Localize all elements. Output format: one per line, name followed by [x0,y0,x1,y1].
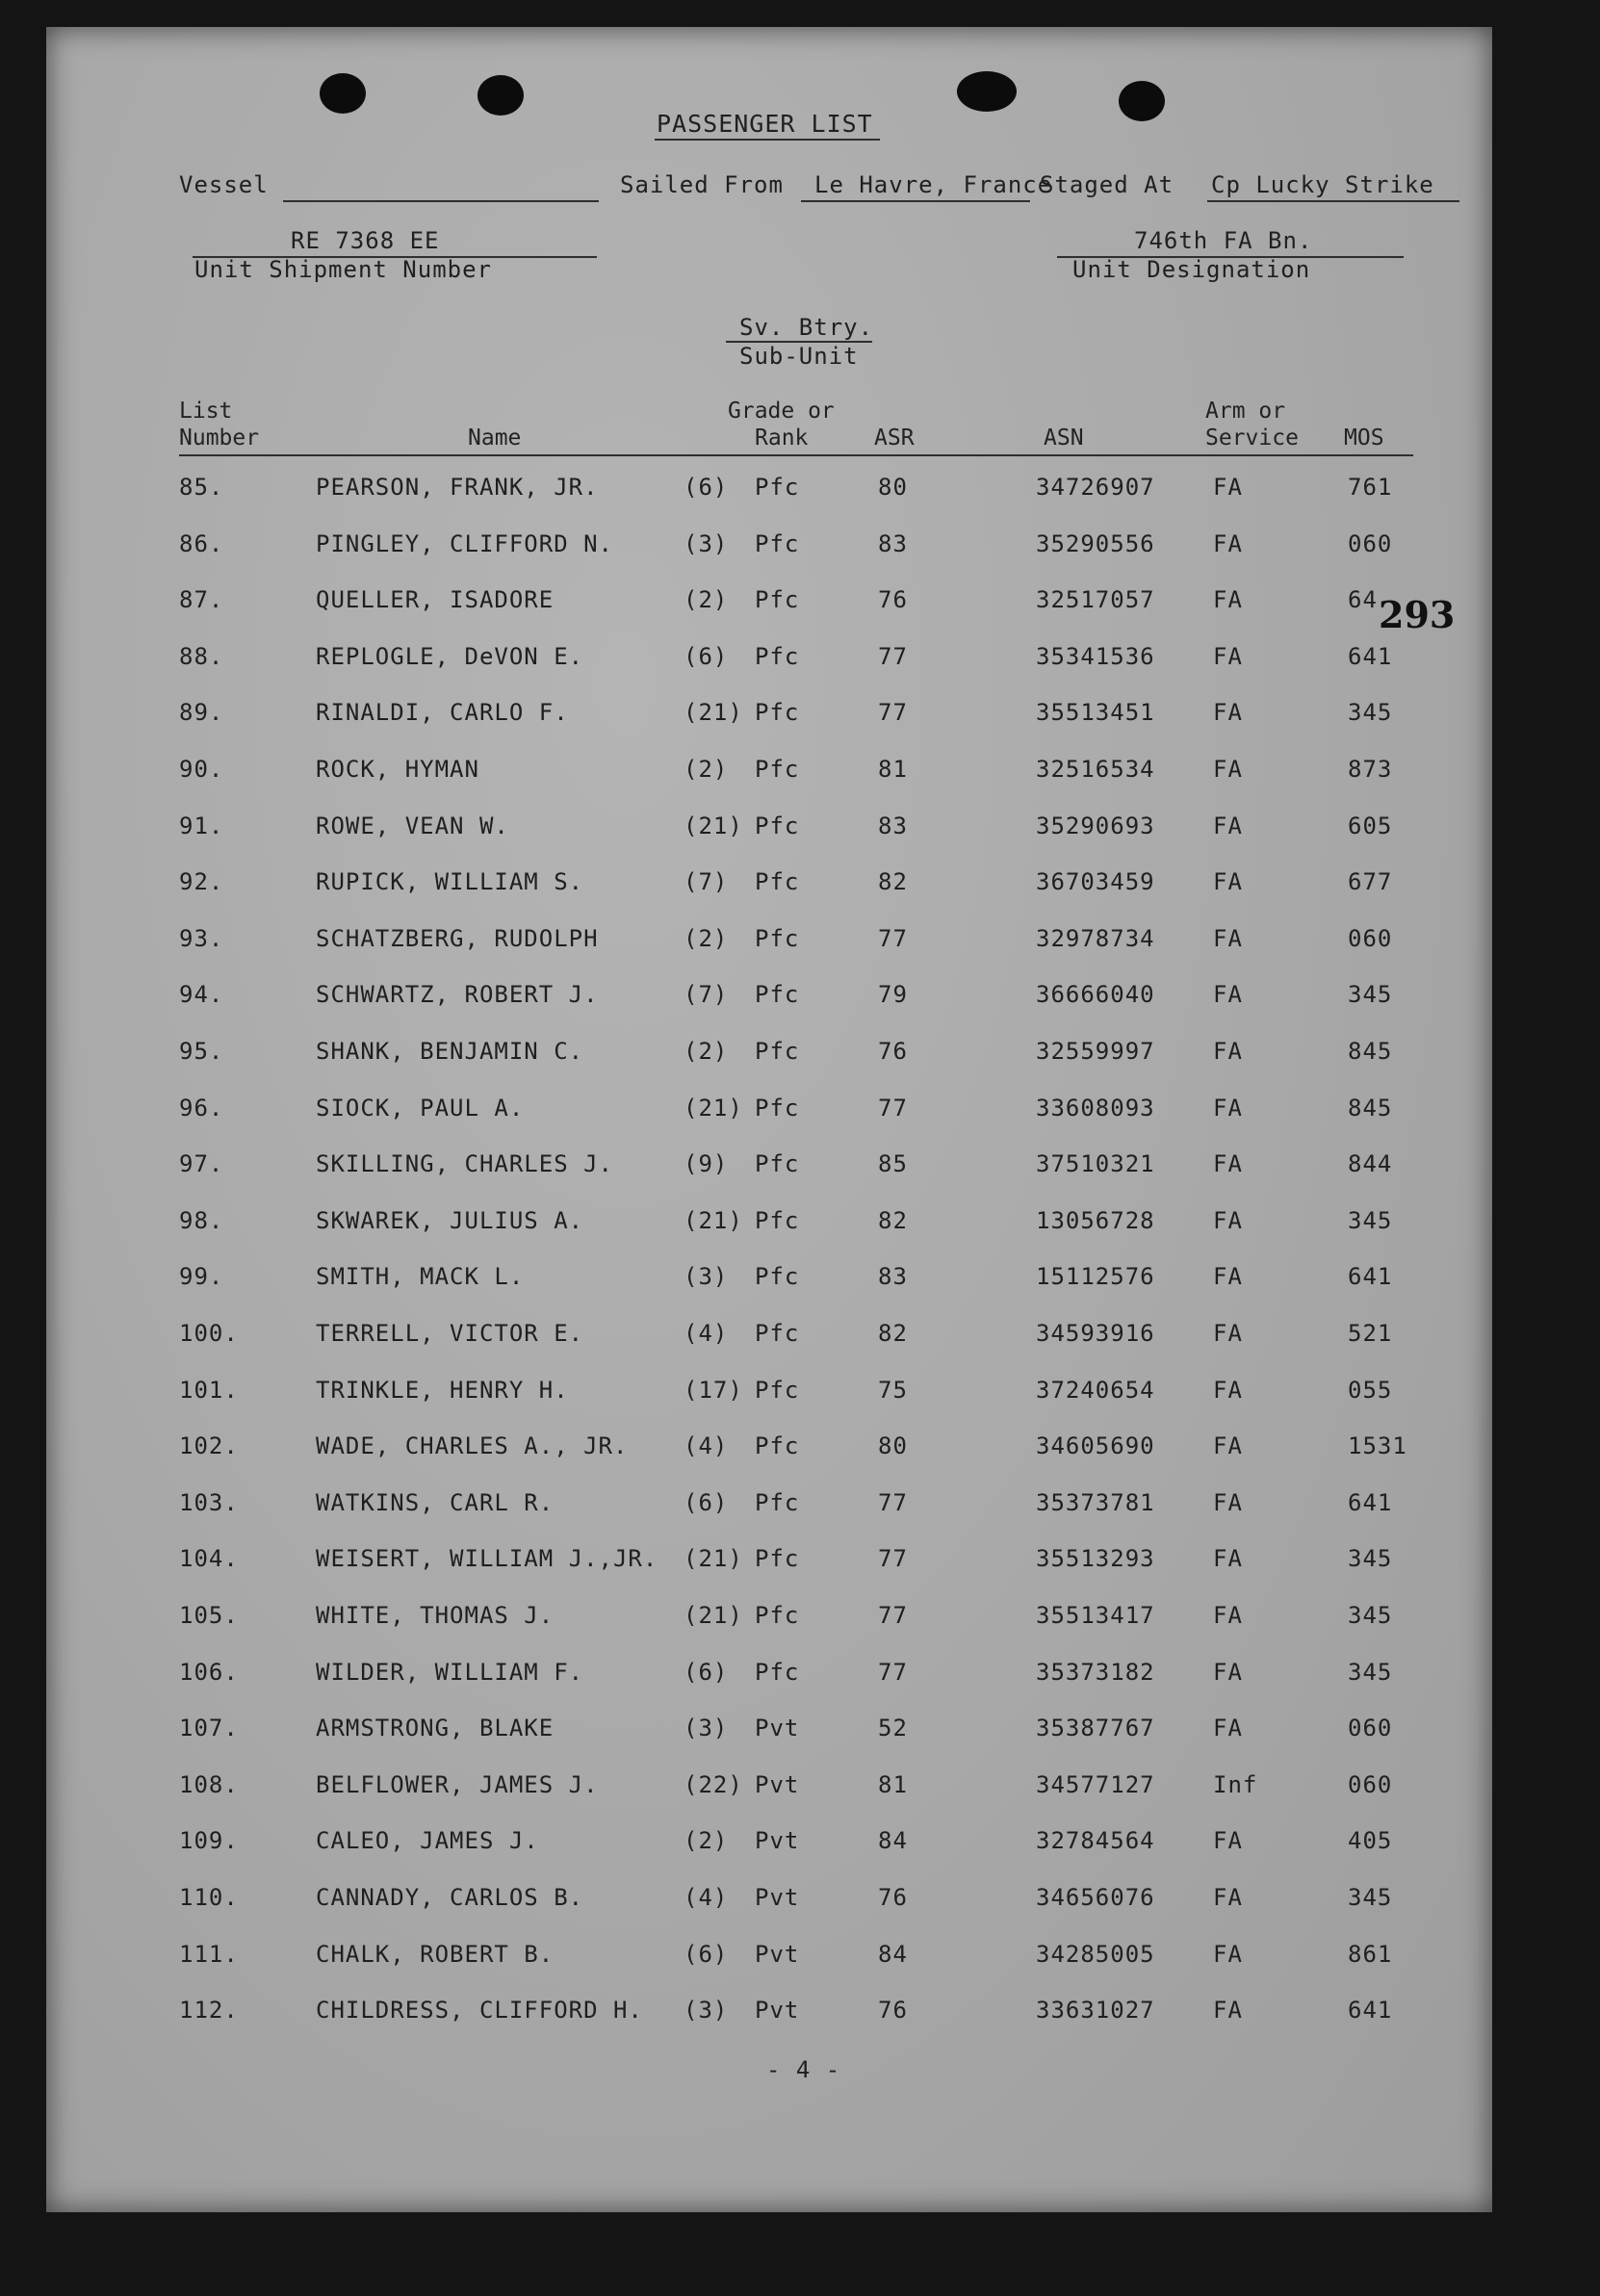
arm-service: FA [1213,1489,1243,1516]
staged-at-underline [1207,200,1459,202]
mos: 873 [1348,756,1393,783]
arm-service: FA [1213,1320,1243,1347]
asn: 35513451 [1036,699,1155,726]
vessel-label: Vessel [179,171,269,198]
asn: 35373182 [1036,1659,1155,1686]
sailed-from-underline [801,200,1030,202]
asr: 82 [878,1320,908,1347]
passenger-name: PINGLEY, CLIFFORD N. [316,530,613,557]
passenger-name: WADE, CHARLES A., JR. [316,1432,629,1459]
passenger-name: WATKINS, CARL R. [316,1489,555,1516]
asn: 34285005 [1036,1941,1155,1968]
col-grade: Grade or [728,399,835,424]
arm-service: FA [1213,925,1243,952]
mos: 641 [1348,1489,1393,1516]
asr: 82 [878,1207,908,1234]
passenger-name: WEISERT, WILLIAM J.,JR. [316,1545,658,1572]
asr: 52 [878,1715,908,1741]
mos: 761 [1348,474,1393,501]
passenger-name: WHITE, THOMAS J. [316,1602,555,1629]
unit-designation: 746th FA Bn. [1134,227,1313,254]
mos: 845 [1348,1095,1393,1122]
mos: 345 [1348,1884,1393,1911]
asr: 84 [878,1941,908,1968]
col-service: Service [1205,426,1299,451]
rank: Pfc [755,1263,800,1290]
list-number: 110. [179,1884,239,1911]
table-row [46,1715,1492,1753]
arm-service: FA [1213,981,1243,1008]
passenger-name: QUELLER, ISADORE [316,586,555,613]
arm-service: FA [1213,1997,1243,2024]
arm-service: FA [1213,1150,1243,1177]
mos: 345 [1348,699,1393,726]
list-number: 105. [179,1602,239,1629]
table-row [46,1038,1492,1076]
grade-code: (7) [684,981,729,1008]
list-number: 112. [179,1997,239,2024]
passenger-name: SKILLING, CHARLES J. [316,1150,613,1177]
asr: 77 [878,1489,908,1516]
asn: 32784564 [1036,1827,1155,1854]
col-list-number-2: Number [179,426,260,451]
passenger-name: ROWE, VEAN W. [316,813,509,839]
col-arm: Arm or [1205,399,1286,424]
col-name: Name [468,426,522,451]
passenger-name: WILDER, WILLIAM F. [316,1659,584,1686]
passenger-name: SCHATZBERG, RUDOLPH [316,925,599,952]
asn: 36703459 [1036,868,1155,895]
asr: 77 [878,1659,908,1686]
punch-hole [320,73,366,114]
punch-hole [477,75,524,116]
asn: 35290556 [1036,530,1155,557]
table-row [46,530,1492,569]
list-number: 91. [179,813,224,839]
passenger-name: RUPICK, WILLIAM S. [316,868,584,895]
mos: 641 [1348,643,1393,670]
mos: 861 [1348,1941,1393,1968]
arm-service: FA [1213,1827,1243,1854]
grade-code: (4) [684,1320,729,1347]
arm-service: FA [1213,1884,1243,1911]
table-row [46,1150,1492,1189]
list-number: 103. [179,1489,239,1516]
asr: 79 [878,981,908,1008]
asn: 15112576 [1036,1263,1155,1290]
asn: 35513417 [1036,1602,1155,1629]
rank: Pfc [755,1545,800,1572]
passenger-name: SCHWARTZ, ROBERT J. [316,981,599,1008]
table-row [46,981,1492,1019]
mos: 405 [1348,1827,1393,1854]
arm-service: FA [1213,1038,1243,1065]
unit-shipment-label: Unit Shipment Number [194,256,492,283]
mos: 055 [1348,1377,1393,1404]
asr: 77 [878,1095,908,1122]
arm-service: FA [1213,699,1243,726]
asn: 33608093 [1036,1095,1155,1122]
grade-code: (21) [684,1545,743,1572]
asr: 77 [878,1545,908,1572]
grade-code: (3) [684,1997,729,2024]
arm-service: FA [1213,1095,1243,1122]
grade-code: (6) [684,1489,729,1516]
asn: 34605690 [1036,1432,1155,1459]
table-row [46,1432,1492,1471]
rank: Pfc [755,1602,800,1629]
vessel-underline [283,200,599,202]
arm-service: FA [1213,474,1243,501]
asr: 77 [878,643,908,670]
list-number: 90. [179,756,224,783]
passenger-name: REPLOGLE, DeVON E. [316,643,584,670]
grade-code: (2) [684,1827,729,1854]
rank: Pfc [755,1489,800,1516]
rank: Pvt [755,1771,800,1798]
rank: Pvt [755,1941,800,1968]
passenger-name: CHILDRESS, CLIFFORD H. [316,1997,643,2024]
rank: Pfc [755,1095,800,1122]
arm-service: FA [1213,1263,1243,1290]
mos: 345 [1348,1602,1393,1629]
passenger-name: RINALDI, CARLO F. [316,699,569,726]
asn: 13056728 [1036,1207,1155,1234]
table-row [46,1659,1492,1697]
passenger-name: TRINKLE, HENRY H. [316,1377,569,1404]
arm-service: FA [1213,643,1243,670]
asn: 34656076 [1036,1884,1155,1911]
mos: 060 [1348,1771,1393,1798]
list-number: 101. [179,1377,239,1404]
document-title: PASSENGER LIST [657,110,873,138]
rank: Pfc [755,530,800,557]
grade-code: (21) [684,813,743,839]
table-row [46,699,1492,737]
passenger-name: TERRELL, VICTOR E. [316,1320,584,1347]
rank: Pfc [755,1320,800,1347]
rank: Pvt [755,1884,800,1911]
mos: 844 [1348,1150,1393,1177]
rank: Pfc [755,1207,800,1234]
list-number: 85. [179,474,224,501]
grade-code: (6) [684,474,729,501]
rank: Pfc [755,1150,800,1177]
rank: Pvt [755,1715,800,1741]
page-stamp-number: 293 [1379,593,1456,636]
asr: 77 [878,699,908,726]
asr: 76 [878,1038,908,1065]
rank: Pfc [755,868,800,895]
asn: 33631027 [1036,1997,1155,2024]
grade-code: (4) [684,1432,729,1459]
mos: 345 [1348,981,1393,1008]
passenger-name: CALEO, JAMES J. [316,1827,539,1854]
grade-code: (6) [684,1941,729,1968]
asr: 81 [878,756,908,783]
table-row [46,1545,1492,1584]
asn: 34593916 [1036,1320,1155,1347]
list-number: 97. [179,1150,224,1177]
table-row [46,1320,1492,1358]
list-number: 102. [179,1432,239,1459]
table-row [46,643,1492,682]
mos: 845 [1348,1038,1393,1065]
list-number: 98. [179,1207,224,1234]
asr: 75 [878,1377,908,1404]
grade-code: (21) [684,1207,743,1234]
list-number: 99. [179,1263,224,1290]
arm-service: FA [1213,530,1243,557]
asr: 76 [878,1884,908,1911]
list-number: 93. [179,925,224,952]
rank: Pvt [755,1827,800,1854]
asn: 37240654 [1036,1377,1155,1404]
arm-service: FA [1213,1432,1243,1459]
rank: Pfc [755,756,800,783]
asn: 34577127 [1036,1771,1155,1798]
passenger-name: SIOCK, PAUL A. [316,1095,525,1122]
passenger-name: CHALK, ROBERT B. [316,1941,555,1968]
mos: 1531 [1348,1432,1407,1459]
rank: Pfc [755,813,800,839]
rank: Pfc [755,1659,800,1686]
asr: 84 [878,1827,908,1854]
mos: 677 [1348,868,1393,895]
asr: 83 [878,813,908,839]
mos: 345 [1348,1545,1393,1572]
table-row [46,756,1492,794]
arm-service: FA [1213,1545,1243,1572]
col-rank: Rank [755,426,809,451]
asn: 37510321 [1036,1150,1155,1177]
col-asr: ASR [874,426,915,451]
table-row [46,813,1492,851]
grade-code: (6) [684,1659,729,1686]
passenger-name: CANNADY, CARLOS B. [316,1884,584,1911]
mos: 605 [1348,813,1393,839]
grade-code: (21) [684,1095,743,1122]
sub-unit: Sv. Btry. [739,314,874,341]
asr: 83 [878,1263,908,1290]
rank: Pfc [755,925,800,952]
rank: Pfc [755,699,800,726]
grade-code: (17) [684,1377,743,1404]
mos: 641 [1348,1997,1393,2024]
page-number: - 4 - [766,2056,841,2083]
asr: 85 [878,1150,908,1177]
list-number: 111. [179,1941,239,1968]
grade-code: (2) [684,925,729,952]
grade-code: (9) [684,1150,729,1177]
grade-code: (3) [684,1263,729,1290]
passenger-name: PEARSON, FRANK, JR. [316,474,599,501]
grade-code: (21) [684,699,743,726]
passenger-name: ARMSTRONG, BLAKE [316,1715,555,1741]
list-number: 100. [179,1320,239,1347]
asr: 82 [878,868,908,895]
arm-service: FA [1213,1602,1243,1629]
table-row [46,868,1492,907]
unit-shipment-number: RE 7368 EE [291,227,440,254]
table-row [46,1263,1492,1302]
arm-service: Inf [1213,1771,1258,1798]
asn: 32978734 [1036,925,1155,952]
asr: 81 [878,1771,908,1798]
mos: 060 [1348,1715,1393,1741]
rank: Pfc [755,981,800,1008]
rank: Pfc [755,1432,800,1459]
arm-service: FA [1213,1659,1243,1686]
list-number: 87. [179,586,224,613]
passenger-name: BELFLOWER, JAMES J. [316,1771,599,1798]
list-number: 104. [179,1545,239,1572]
rank: Pfc [755,643,800,670]
sub-unit-label: Sub-Unit [739,343,859,370]
arm-service: FA [1213,868,1243,895]
rank: Pfc [755,1038,800,1065]
asn: 32559997 [1036,1038,1155,1065]
staged-at-label: Staged At [1040,171,1174,198]
sailed-from-value: Le Havre, France [814,171,1053,198]
grade-code: (21) [684,1602,743,1629]
col-asn: ASN [1044,426,1084,451]
unit-designation-label: Unit Designation [1072,256,1311,283]
asn: 34726907 [1036,474,1155,501]
mos: 060 [1348,530,1393,557]
list-number: 94. [179,981,224,1008]
table-row [46,1602,1492,1640]
passenger-name: SKWAREK, JULIUS A. [316,1207,584,1234]
list-number: 107. [179,1715,239,1741]
rank: Pfc [755,586,800,613]
table-row [46,1997,1492,2035]
table-row [46,1827,1492,1866]
arm-service: FA [1213,813,1243,839]
arm-service: FA [1213,586,1243,613]
arm-service: FA [1213,756,1243,783]
col-mos: MOS [1344,426,1384,451]
table-row [46,925,1492,964]
list-number: 106. [179,1659,239,1686]
grade-code: (3) [684,530,729,557]
asn: 32517057 [1036,586,1155,613]
staged-at-value: Cp Lucky Strike [1211,171,1434,198]
list-number: 108. [179,1771,239,1798]
header-rule [179,454,1413,456]
passenger-name: SMITH, MACK L. [316,1263,525,1290]
rank: Pfc [755,474,800,501]
list-number: 109. [179,1827,239,1854]
asn: 35341536 [1036,643,1155,670]
rank: Pfc [755,1377,800,1404]
arm-service: FA [1213,1715,1243,1741]
asr: 80 [878,1432,908,1459]
asr: 83 [878,530,908,557]
table-row [46,1095,1492,1133]
table-row [46,1207,1492,1246]
asn: 35513293 [1036,1545,1155,1572]
punch-hole [957,71,1017,112]
grade-code: (4) [684,1884,729,1911]
list-number: 96. [179,1095,224,1122]
asn: 36666040 [1036,981,1155,1008]
passenger-name: ROCK, HYMAN [316,756,479,783]
asn: 32516534 [1036,756,1155,783]
grade-code: (3) [684,1715,729,1741]
mos: 64 [1348,586,1378,613]
asr: 76 [878,1997,908,2024]
asn: 35290693 [1036,813,1155,839]
table-row [46,586,1492,625]
table-row [46,1941,1492,1979]
table-row [46,1884,1492,1922]
asr: 80 [878,474,908,501]
grade-code: (2) [684,586,729,613]
mos: 060 [1348,925,1393,952]
table-row [46,1489,1492,1528]
list-number: 88. [179,643,224,670]
mos: 345 [1348,1207,1393,1234]
sailed-from-label: Sailed From [620,171,784,198]
list-number: 95. [179,1038,224,1065]
passenger-list-page [46,27,1492,2212]
passenger-name: SHANK, BENJAMIN C. [316,1038,584,1065]
asn: 35373781 [1036,1489,1155,1516]
arm-service: FA [1213,1377,1243,1404]
list-number: 86. [179,530,224,557]
punch-hole [1119,81,1165,121]
grade-code: (6) [684,643,729,670]
asr: 77 [878,925,908,952]
mos: 641 [1348,1263,1393,1290]
table-row [46,1377,1492,1415]
grade-code: (7) [684,868,729,895]
rank: Pvt [755,1997,800,2024]
grade-code: (2) [684,756,729,783]
list-number: 92. [179,868,224,895]
arm-service: FA [1213,1207,1243,1234]
table-row [46,1771,1492,1810]
mos: 345 [1348,1659,1393,1686]
asn: 35387767 [1036,1715,1155,1741]
asr: 77 [878,1602,908,1629]
table-row [46,474,1492,512]
col-list-number: List [179,399,233,424]
grade-code: (22) [684,1771,743,1798]
mos: 521 [1348,1320,1393,1347]
list-number: 89. [179,699,224,726]
title-underline [655,139,880,141]
asr: 76 [878,586,908,613]
arm-service: FA [1213,1941,1243,1968]
grade-code: (2) [684,1038,729,1065]
